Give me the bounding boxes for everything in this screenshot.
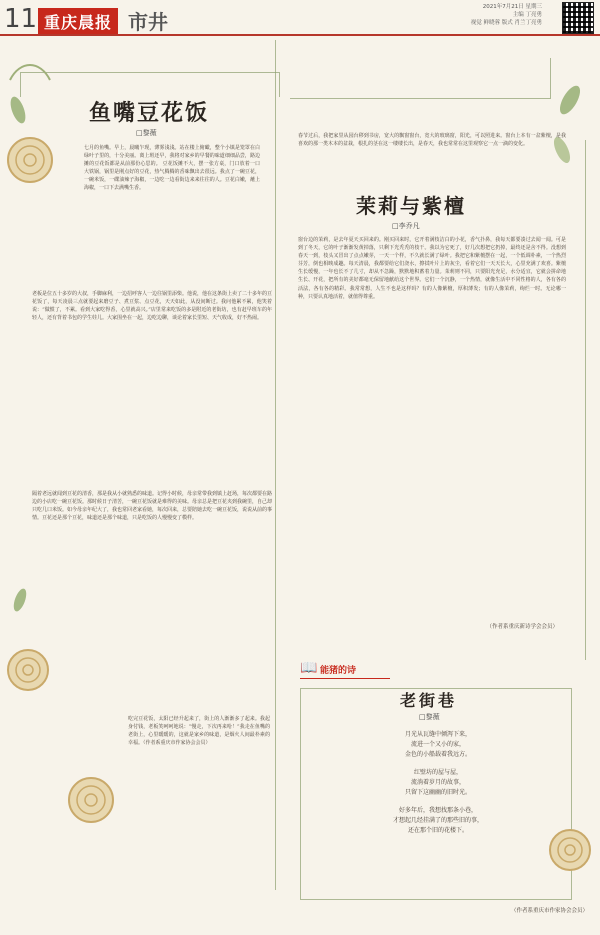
article1-paragraph-c: 隔着老远就闻到豆花的清香，那是我从小就熟悉的味道。记得小时候，母亲常带我到镇上赶场，每次都要在路边的小店吃一碗豆花饭。那时候日子清苦，一碗豆花饭就是难得的美味。母亲总是把豆花夹到我碗里，自己却只吃几口米饭。如今母亲年纪大了，我也常回老家看她，每次回来，总要陪她去吃一碗豆花饭，说说从前的事情。豆花还是那个豆花，味道还是那个味道，只是吃饭的人慢慢变了模样。 <box>32 491 272 522</box>
page-number: 11 <box>4 4 38 34</box>
poem-title: 老街巷 <box>400 691 458 710</box>
masthead <box>0 0 600 36</box>
qr-code-icon <box>562 2 594 34</box>
article2-intro: 春节过后，我把家里从园台移到书房，宽大的飘窗窗台，宽大的玻璃窗，阳光，可以照进来。窗台上本有一盆紫檀，是我喜欢的那一类木本的盆栽，根扎的茎在这一缕缕长出，是春天，我也常常在这里观察它一点一滴的变化。 <box>298 133 566 148</box>
snail-ornament-right-bottom <box>540 810 600 890</box>
poetry-section-tag <box>300 660 390 679</box>
article2-title: 茉莉与紫檀 <box>356 194 466 218</box>
poem-stanza: 月光从瓦缝中倾泻下来， 流进一个又小的家， 金色的小船载着我远方。 <box>404 731 471 758</box>
article2-author: □李乔凡 <box>392 222 420 230</box>
article1-title: 鱼嘴豆花饭 <box>88 100 209 126</box>
snail-ornament-left-top <box>0 40 60 240</box>
edition-meta: 2021年7月21日 星期三 主编 丁亮勇 视觉 鲜晓蓉 版式 肖兰丁亮勇 <box>470 4 542 26</box>
article1-paragraph-a: 七月的鱼嘴。早上，晨曦乍现，薄雾浅浅。站在楼上俯瞰，整个小镇是笼罩在白绿叶子里的，十分美丽。离上班还早，我将对家乡的早餐的味道细细品尝，路边摊的豆花饭都是从前那份心思的。 豆花饭摊不大，摆一张方桌，门口放着一口大铁锅，锅里是刚点好的豆花，热气腾腾的香味飘出去很远。我点了一碗豆花，一碗米饭，一碟油辣子海椒，一边吃一边看街边来来往往的人。豆花白嫩，蘸上海椒，一口下去满嘴生香。 <box>84 145 260 192</box>
article2-frame-top <box>290 58 551 99</box>
poem-stanza: 好多年后，我想找那条小巷， 才想起几经挂满了的那些旧的事， 还在那个旧的花楼下。 <box>392 807 483 834</box>
masthead-rule <box>0 34 600 36</box>
article1-author: □黎薇 <box>136 129 157 137</box>
paper-name: 重庆晨报 <box>38 8 118 35</box>
article1-paragraph-d: 吃完豆花饭，太阳已经升起来了，街上的人渐渐多了起来。我起身付钱，老板笑呵呵地说：“慢走，下次再来哈！”我走在鱼嘴的老街上，心里暖暖的，这就是家乡的味道，是烟火人间最朴素的幸福。（作者系重庆市作家协会会员） <box>128 716 270 747</box>
column-divider <box>275 40 276 890</box>
poem-stanza: 红壁坊的屋与屋， 流淌着岁月的故事， 只留下这幽幽的旧时光。 <box>404 769 471 796</box>
article2-byline: （作者系重庆新诗学会会员） <box>486 624 558 630</box>
article1-paragraph-b: 老板是位五十多岁的大叔，手脚麻利，一边招呼客人一边往锅里添柴。他说，他在这条街上卖了二十多年的豆花饭了，每天凌晨三点就要起来磨豆子、煮豆浆、点豆花，天天如此，从没间断过。我问他累不累，他笑着说：“做惯了，不累。看到大家吃得香，心里就高兴。”店里常来吃饭的多是附近的老街坊，也有赶早班车的年轻人，还有背着书包的学生娃儿。大家围坐在一起，边吃边聊，谈论着家长里短、天气收成，好不热闹。 <box>32 291 272 322</box>
poem-byline: （作者系重庆市作家协会会员） <box>510 908 588 914</box>
poetry-tag-label: 能猪的诗 <box>320 666 357 676</box>
poem-body <box>338 730 538 844</box>
poem-author: □黎薇 <box>419 713 440 721</box>
snail-ornament-left-mid <box>56 730 126 870</box>
section-title: 市井 <box>128 10 168 34</box>
article2-body: 窗台边的茉莉，是去年夏天买回来的。刚买回来时，它开着满枝洁白的小花，香气扑鼻，我每天都要凑过去闻一闻。可是到了冬天，它的叶子渐渐发黄掉落，只剩下光秃秃的枝干。我以为它死了，好几次想把它扔掉，最终还是舍不得。没想到春天一到，枝头又冒出了点点嫩芽，一天一个样，不久就长满了绿叶。我把它和紫檀摆在一起，一个低调朴素，一个热烈芬芳，倒也相映成趣。每天清晨，我都要给它们浇水，擦拭叶片上的灰尘，看着它们一天天长大，心里充满了欢喜。紫檀生长缓慢，一年也长不了几寸，却从不急躁，默默地积蓄着力量。茉莉则不同，只要阳光充足，水分适宜，它就会拼命地生长、开花，把所有的美好都毫无保留地献给这个世界。它们一个沉静，一个热情，就像生活中不同性格的人，各有各的活法，各有各的精彩。我常常想，人生不也是这样吗？有的人像紫檀，厚积薄发；有的人像茉莉，绚烂一时。无论哪一种，只要认真地活着，就值得尊重。 <box>298 237 566 300</box>
book-icon: 📖 <box>300 660 318 676</box>
